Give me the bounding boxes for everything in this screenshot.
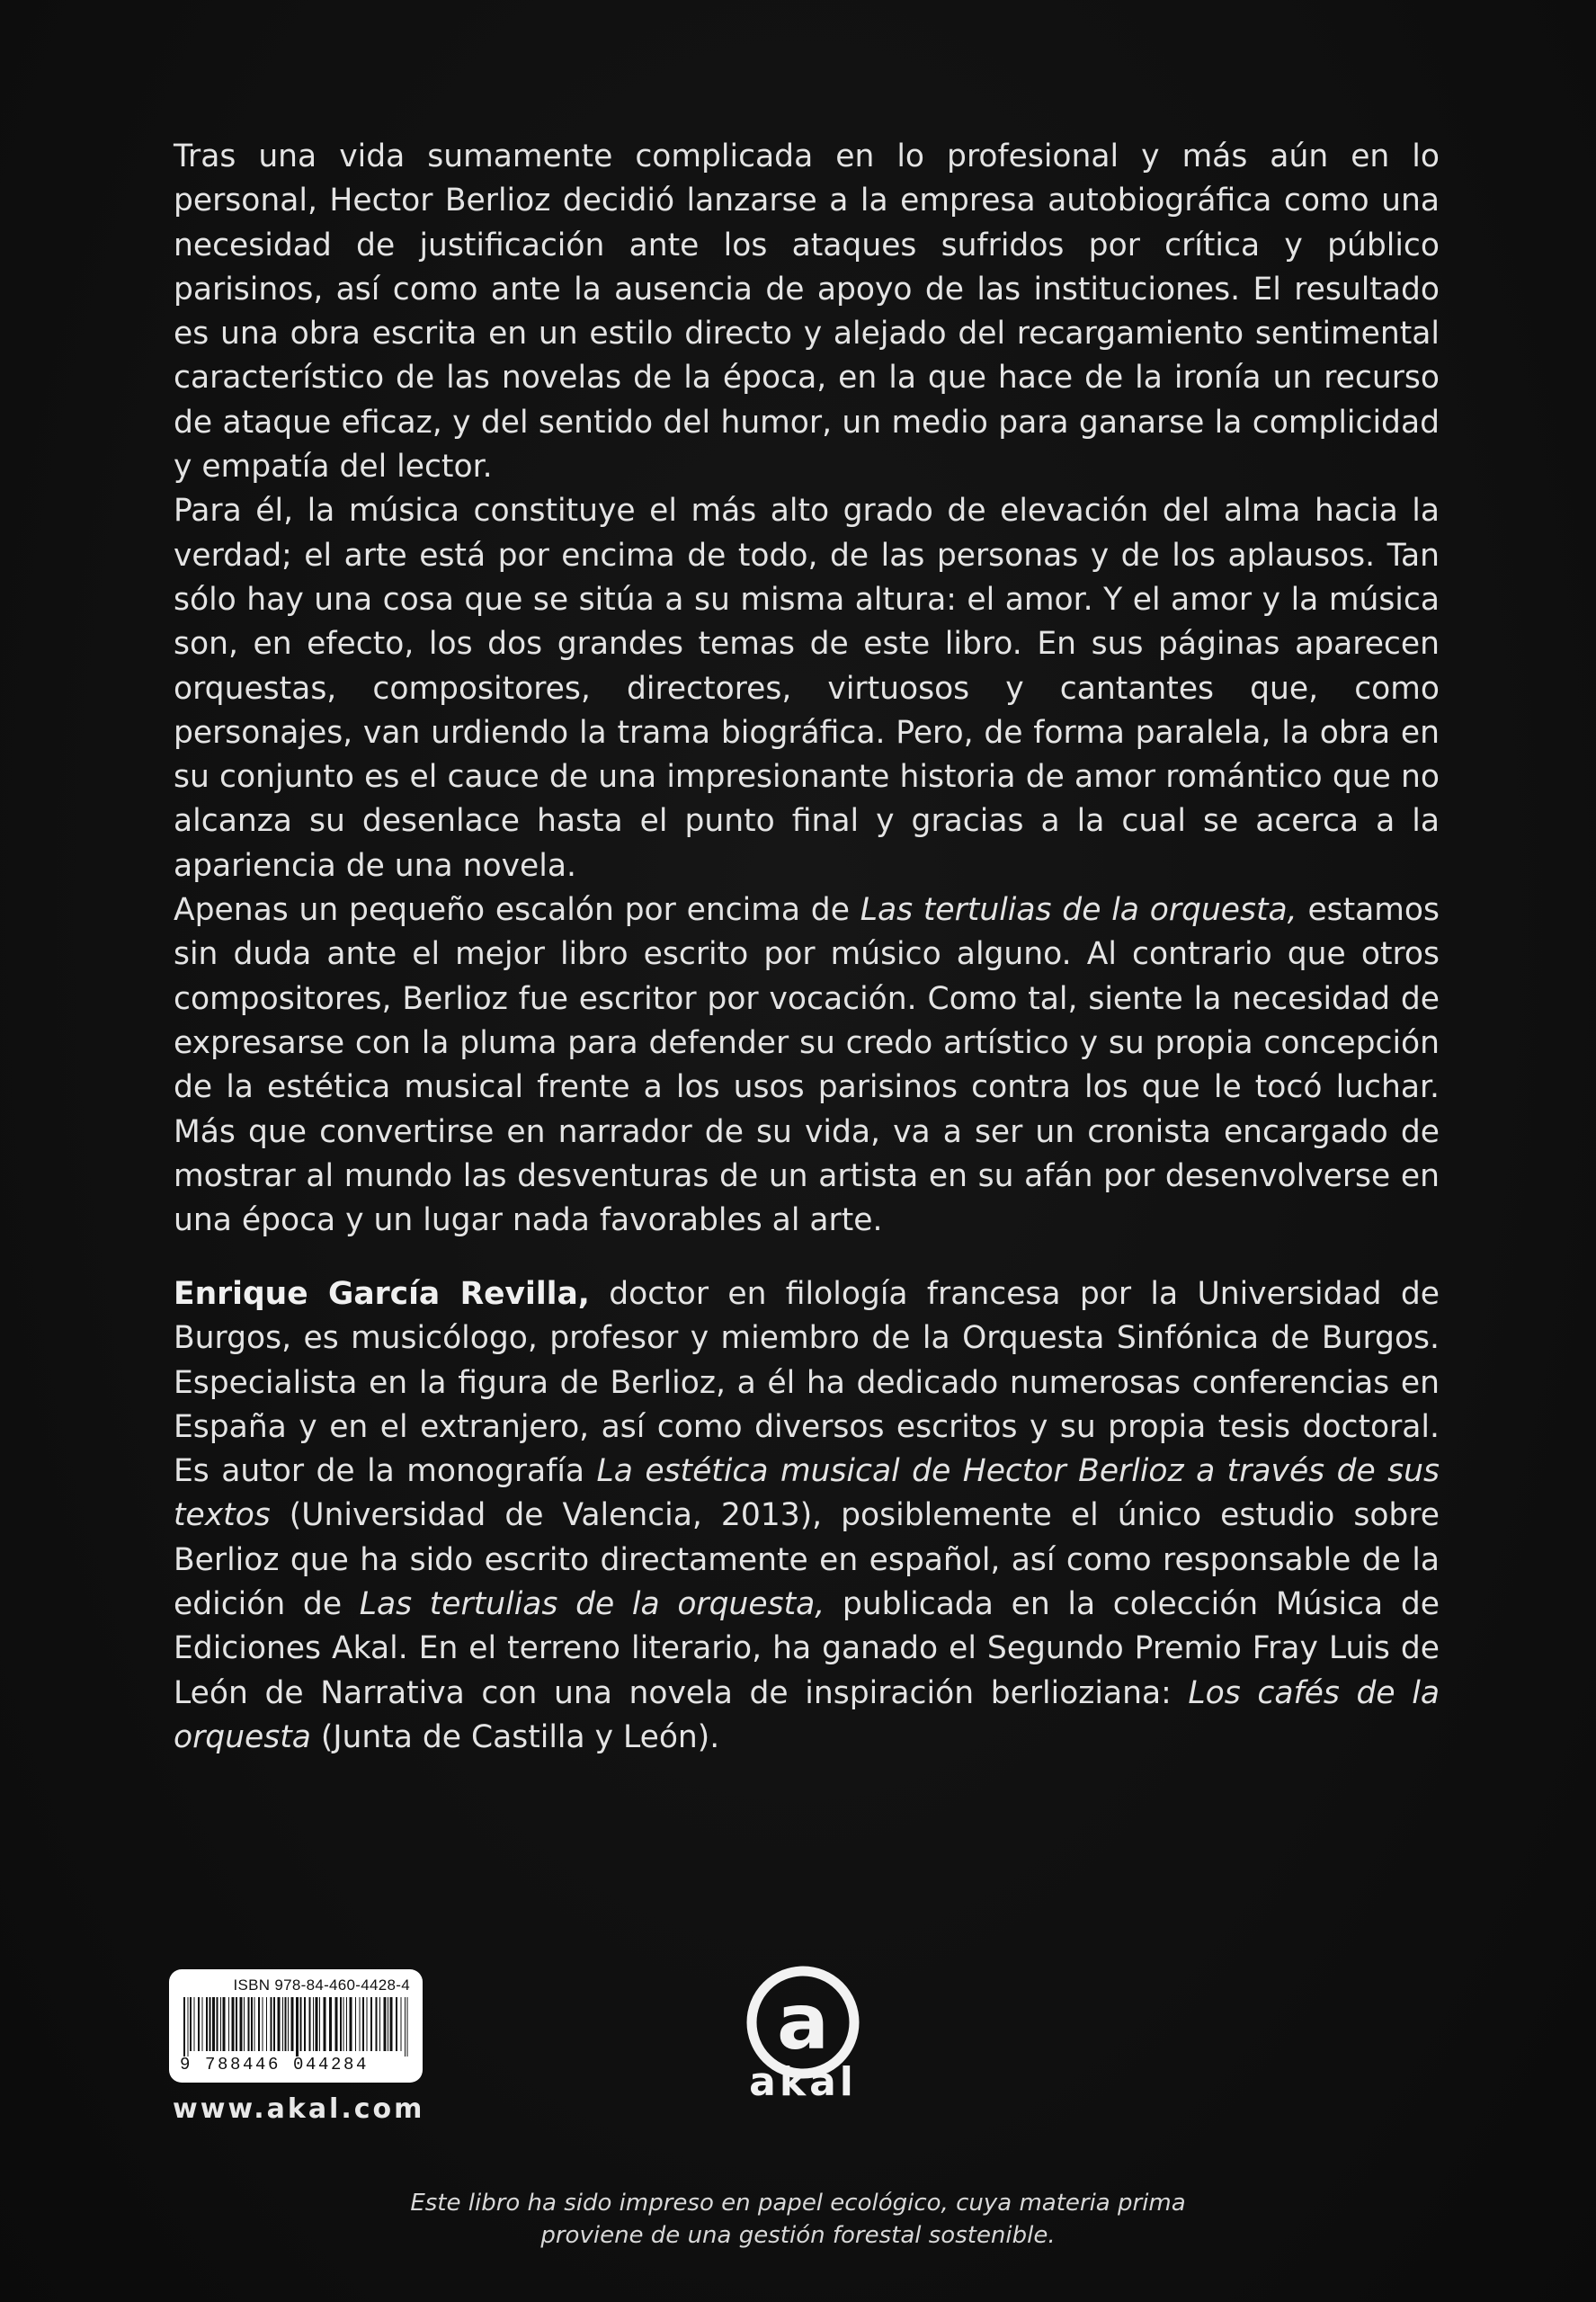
- barcode-bar: [355, 1997, 356, 2051]
- barcode-bar: [210, 1997, 211, 2051]
- barcode-bar: [236, 1997, 237, 2051]
- barcode-bar: [202, 1997, 203, 2051]
- barcode-bar: [335, 1997, 338, 2051]
- barcode-bar: [304, 1997, 306, 2051]
- barcode-bar: [285, 1997, 287, 2051]
- logo-wordmark: akal: [749, 2059, 857, 2105]
- barcode-bar: [396, 1997, 397, 2051]
- bio-title-monografia: La estética musical de Hector Berlioz a través de sus textos: [174, 1453, 1440, 1534]
- akal-logo-icon: [737, 1965, 869, 2145]
- description-paragraph-2: Para él, la música constituye el más alto grado de elevación del alma hacia la verdad; el arte está por encima de todo, de las personas y de los aplausos. Tan sólo hay una cosa que se sitúa a su misma altura: el amor. Y el amor y la música son, en efecto, los dos grandes temas de este libro. En sus páginas aparecen orquestas, compositores, directores, virtuosos y cantantes que, como personajes, van urdiendo la trama biográfica. Pero, de forma paralela, la obra en su conjunto es el cauce de una impresionante historia de amor romántico que no alcanza su desenlace hasta el punto final y gracias a la cual se acerca a la apariencia de una novela.: [174, 493, 1440, 884]
- barcode-bar: [228, 1997, 229, 2051]
- barcode-bar: [291, 1997, 294, 2051]
- bio-title-tertulias: Las tertulias de la orquesta,: [359, 1586, 825, 1623]
- barcode-bar: [282, 1997, 283, 2051]
- barcode-bar: [379, 1997, 380, 2051]
- barcode-bar: [370, 1997, 372, 2051]
- barcode-bar: [390, 1997, 393, 2051]
- barcode-bar: [190, 1997, 192, 2051]
- barcode-bar: [300, 1997, 302, 2051]
- barcode-bar: [244, 1997, 245, 2051]
- barcode-digits: 9 788446 044284: [180, 2055, 370, 2074]
- bio-text-4: (Junta de Castilla y León).: [310, 1718, 720, 1755]
- eco-note-line-1: Este libro ha sido impreso en papel ecológico, cuya materia prima: [410, 2190, 1186, 2217]
- barcode-bar: [248, 1997, 250, 2051]
- barcode-bar: [309, 1997, 311, 2051]
- barcode-bar: [212, 1997, 215, 2051]
- barcode-bar: [313, 1997, 314, 2051]
- barcode-bar: [258, 1997, 260, 2051]
- publisher-website: www.akal.com: [173, 2093, 425, 2125]
- barcode-bar: [350, 1997, 352, 2051]
- barcode-bar: [266, 1997, 267, 2051]
- barcode-bars: [180, 1997, 412, 2057]
- barcode-bar: [223, 1997, 226, 2051]
- barcode-bar: [296, 1997, 299, 2057]
- barcode-bar: [183, 1997, 185, 2057]
- barcode-bar: [273, 1997, 275, 2051]
- barcode-bar: [232, 1997, 235, 2051]
- isbn-number: ISBN 978-84-460-4428-4: [233, 1976, 410, 1994]
- barcode-bar: [198, 1997, 200, 2051]
- barcode-bar: [405, 1997, 406, 2057]
- barcode-bar: [206, 1997, 208, 2051]
- barcode-bar: [188, 1997, 189, 2057]
- author-bio-paragraph: [174, 1272, 1440, 1760]
- description-p3-text-a: Apenas un pequeño escalón por encima de: [174, 892, 860, 929]
- barcode-bar: [288, 1997, 289, 2051]
- isbn-barcode: [169, 1969, 423, 2083]
- barcode-bar: [329, 1997, 332, 2051]
- barcode-bar: [324, 1997, 326, 2051]
- bio-text-2: (Universidad de Valencia, 2013), posiblemente el único estudio sobre Berlioz que ha sido escrito directamente en español, así como responsable de la edición de: [174, 1497, 1440, 1623]
- barcode-bar: [220, 1997, 221, 2051]
- barcode-bar: [319, 1997, 320, 2051]
- book-title-tertulias: Las tertulias de la orquesta,: [860, 892, 1297, 929]
- barcode-bar: [278, 1997, 281, 2051]
- barcode-bar: [376, 1997, 378, 2051]
- eco-note-line-2: proviene de una gestión forestal sostenible.: [540, 2222, 1056, 2249]
- barcode-bar: [367, 1997, 368, 2051]
- barcode-bar: [343, 1997, 344, 2051]
- barcode-bar: [217, 1997, 218, 2051]
- description-paragraph-3: [174, 888, 1440, 1243]
- barcode-bar: [360, 1997, 361, 2051]
- barcode-bar: [346, 1997, 347, 2051]
- author-name: Enrique García Revilla,: [174, 1276, 590, 1312]
- bio-text-1: doctor en filología francesa por la Universidad de Burgos, es musicólogo, profesor y miembro de la Orquesta Sinfónica de Burgos. Especialista en la figura de Berlioz, a él ha dedicado numerosas conferencias en España y en el extranjero, así como diversos escritos y su propia tesis doctoral. Es autor de la monografía: [174, 1276, 1440, 1490]
- description-p3-text-b: estamos sin duda ante el mejor libro escrito por músico alguno. Al contrario que otros compositores, Berlioz fue escritor por vocación. Como tal, siente la necesidad de expresarse con la pluma para defender su credo artístico y su propia concepción de la estética musical frente a los usos parisinos contra los que le tocó luchar. Más que convertirse en narrador de su vida, va a ser un cronista encargado de mostrar al mundo las desventuras de un artista en su afán por desenvolverse en una época y un lugar nada favorables al arte.: [174, 892, 1440, 1239]
- barcode-bar: [340, 1997, 342, 2051]
- barcode-bar: [194, 1997, 195, 2051]
- barcode-bar: [401, 1997, 402, 2051]
- barcode-bar: [384, 1997, 387, 2051]
- barcode-bar: [254, 1997, 255, 2051]
- logo-letter: a: [776, 1977, 830, 2067]
- description-paragraph-1: Tras una vida sumamente complicada en lo profesional y más aún en lo personal, Hector Berlioz decidió lanzarse a la empresa autobiográfica como una necesidad de justificación ante los ataques sufridos por crítica y público parisinos, así como ante la ausencia de apoyo de las instituciones. El resultado es una obra escrita en un estilo directo y alejado del recargamiento sentimental característico de las novelas de la época, en la que hace de la ironía un recurso de ataque eficaz, y del sentido del humor, un medio para ganarse la complicidad y empatía del lector.: [174, 138, 1440, 486]
- barcode-bar: [240, 1997, 243, 2051]
- author-bio: [174, 1272, 1440, 1760]
- eco-paper-note: [0, 2187, 1596, 2252]
- bio-title-cafes: Los cafés de la orquesta: [174, 1674, 1440, 1755]
- barcode-bar: [407, 1997, 408, 2057]
- book-description: [174, 135, 1440, 1243]
- barcode-bar: [251, 1997, 253, 2051]
- barcode-bar: [271, 1997, 272, 2051]
- bio-text-3: publicada en la colección Música de Ediciones Akal. En el terreno literario, ha ganado el Segundo Premio Fray Luis de León de Narrativa con una novela de inspiración berlioziana:: [174, 1586, 1440, 1711]
- barcode-bar: [316, 1997, 318, 2051]
- barcode-bar: [362, 1997, 364, 2051]
